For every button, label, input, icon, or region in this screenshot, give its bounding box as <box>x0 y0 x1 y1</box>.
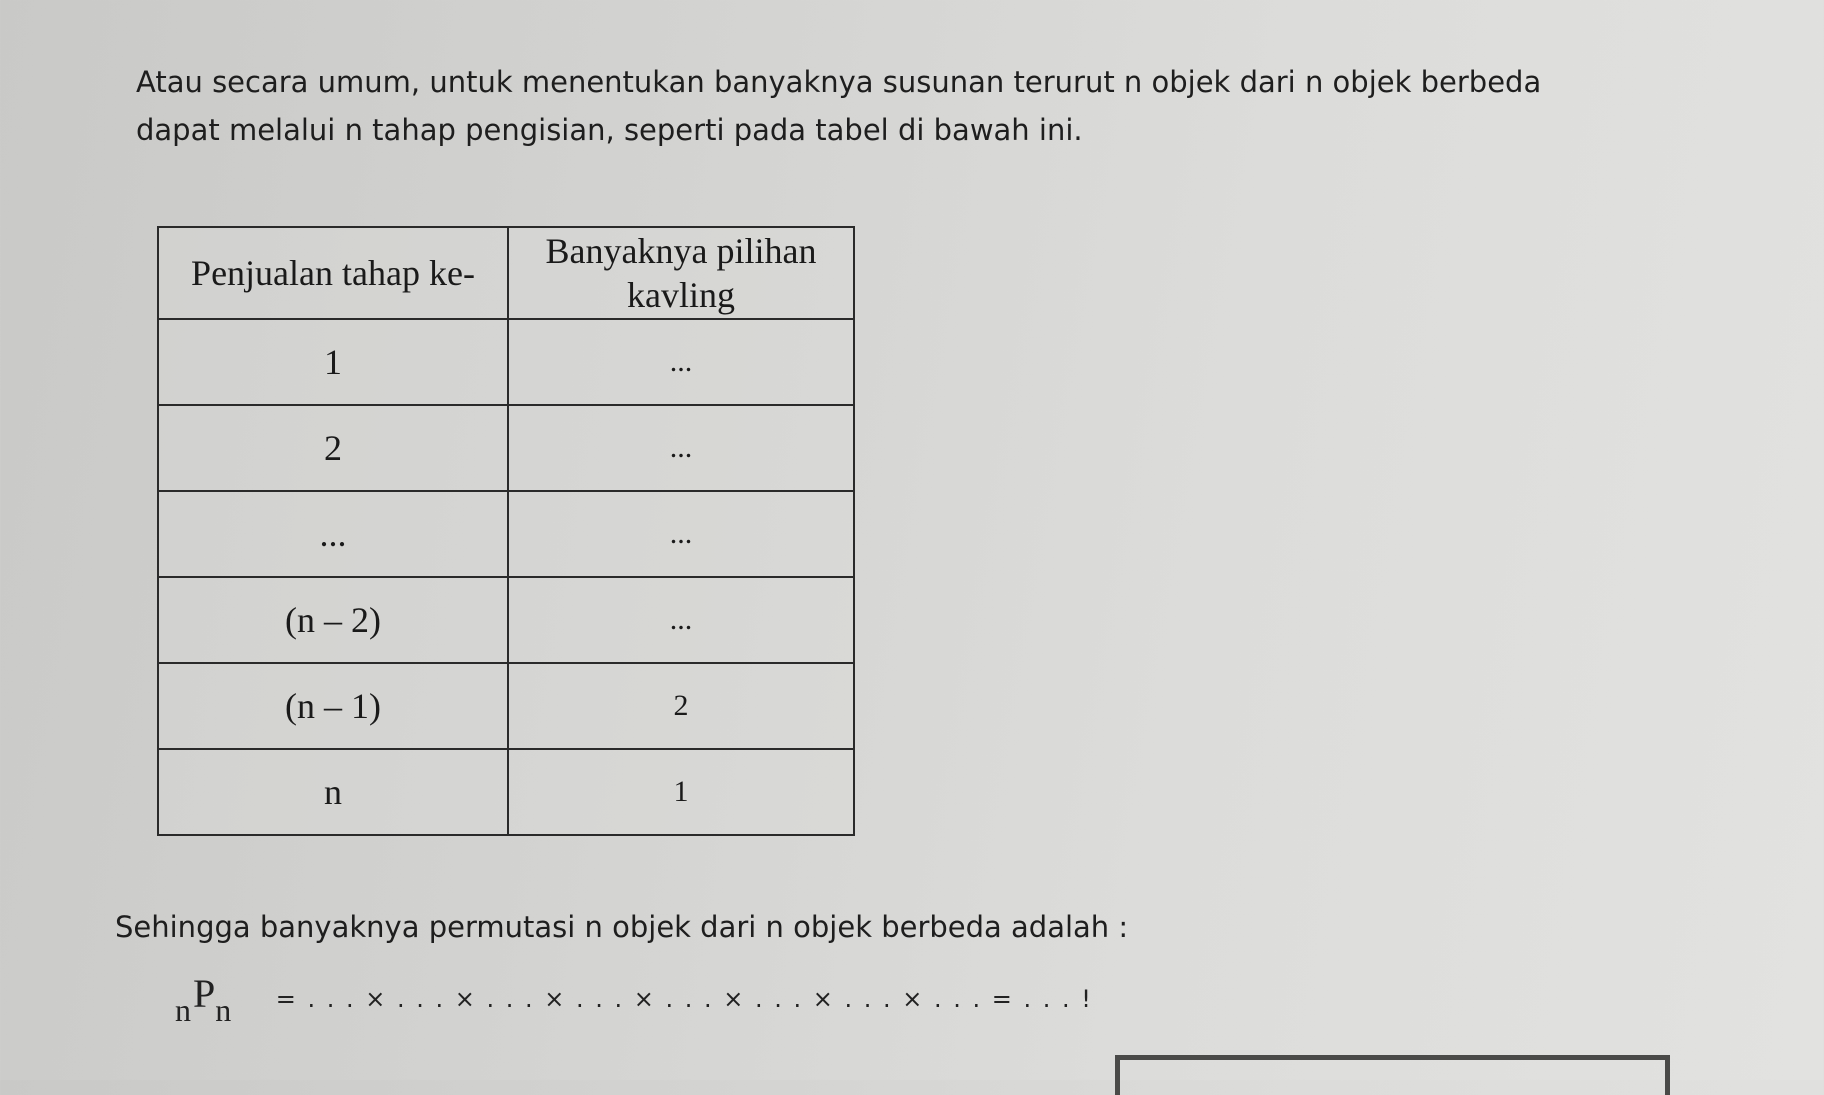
table-row <box>158 405 854 491</box>
table-row <box>158 577 854 663</box>
permutation-formula <box>175 970 1093 1028</box>
choice-cell: ... <box>508 319 854 405</box>
table-header-row <box>158 227 854 319</box>
intro-paragraph <box>136 58 1736 154</box>
stage-cell: (n – 1) <box>158 663 508 749</box>
header-choices: Banyaknya pilihan kavling <box>508 227 854 319</box>
stage-cell: n <box>158 749 508 835</box>
table-row <box>158 319 854 405</box>
header-stage: Penjualan tahap ke- <box>158 227 508 319</box>
choice-cell: 1 <box>508 749 854 835</box>
conclusion-text: Sehingga banyaknya permutasi n objek dari n objek berbeda adalah : <box>115 910 1129 944</box>
stage-cell: (n – 2) <box>158 577 508 663</box>
formula-prefix: n <box>175 992 191 1028</box>
stage-cell: ... <box>158 491 508 577</box>
choice-cell: 2 <box>508 663 854 749</box>
intro-line-2: dapat melalui n tahap pengisian, seperti pada tabel di bawah ini. <box>136 113 1083 147</box>
stage-cell: 2 <box>158 405 508 491</box>
formula-symbol: P <box>193 971 216 1016</box>
stages-table <box>157 226 855 836</box>
table-row <box>158 749 854 835</box>
formula-subscript: n <box>215 992 232 1028</box>
choice-cell: ... <box>508 577 854 663</box>
choice-cell: ... <box>508 405 854 491</box>
next-box-edge <box>1115 1055 1670 1095</box>
intro-line-1: Atau secara umum, untuk menentukan banyaknya susunan terurut n objek dari n objek berbeda <box>136 65 1542 99</box>
table-row <box>158 663 854 749</box>
formula-expression: = . . . × . . . × . . . × . . . × . . . × . . . × . . . × . . . = . . . ! <box>275 985 1093 1013</box>
table-row <box>158 491 854 577</box>
stage-cell: 1 <box>158 319 508 405</box>
choice-cell: ... <box>508 491 854 577</box>
